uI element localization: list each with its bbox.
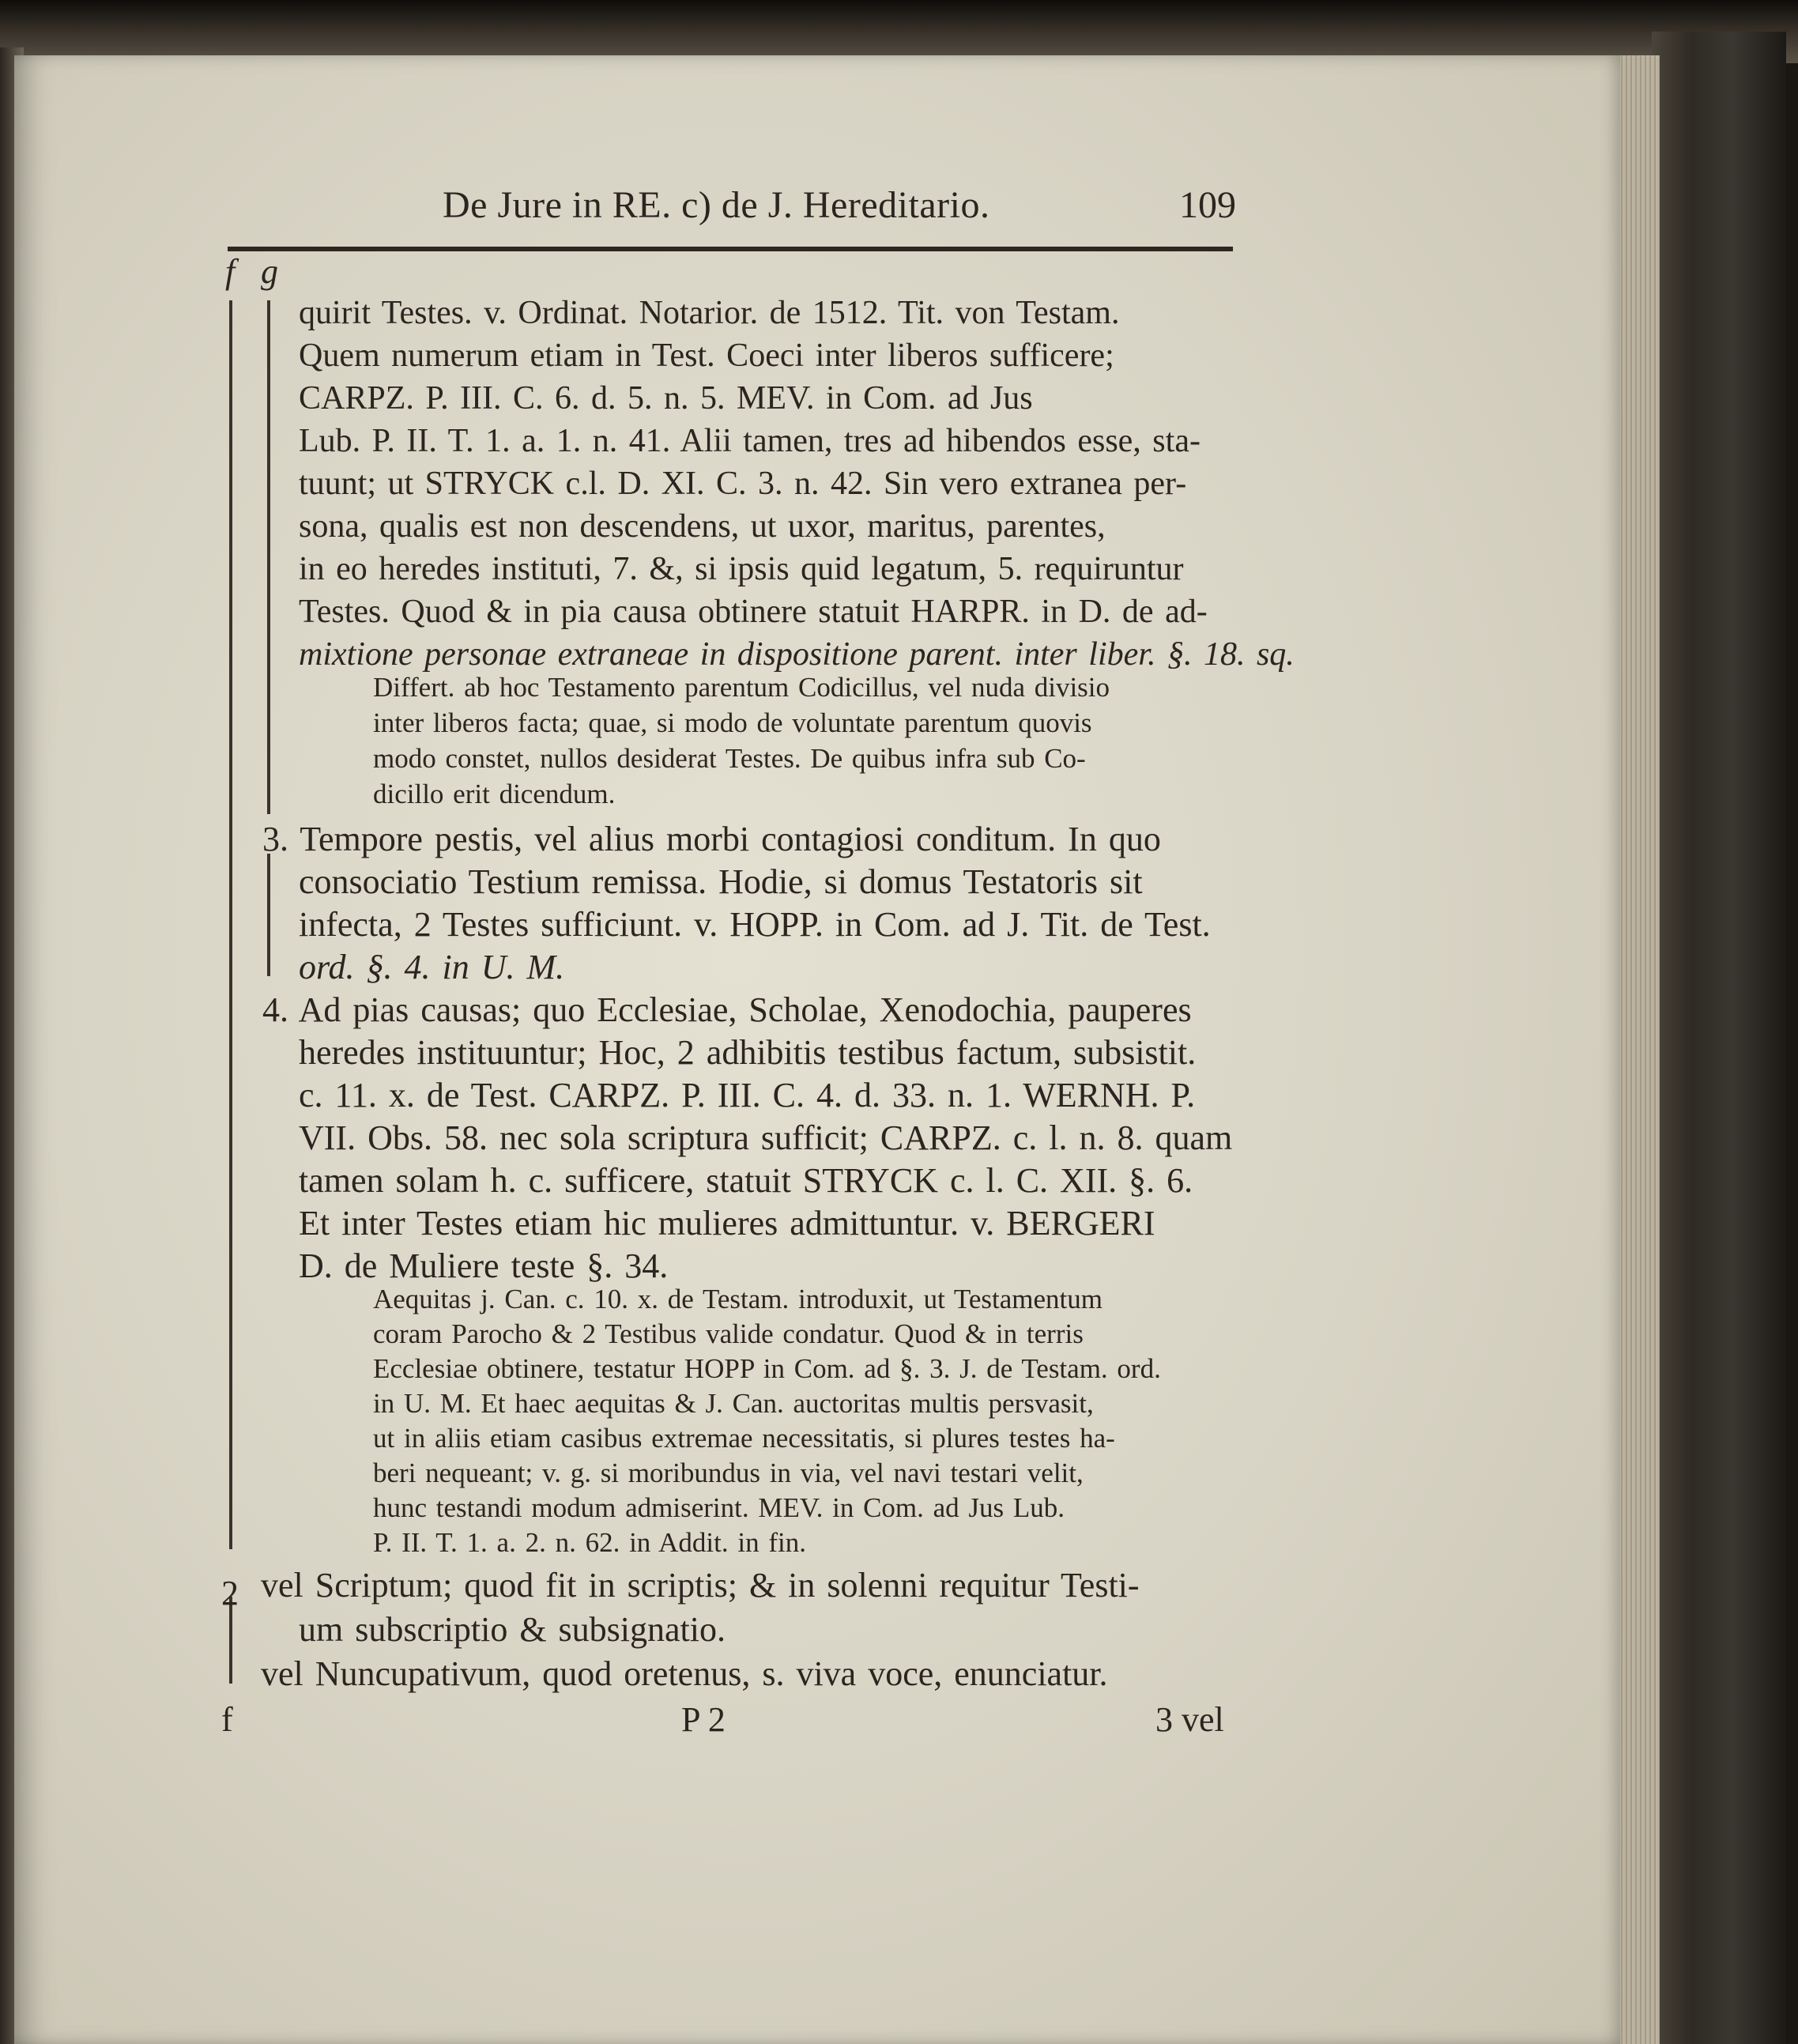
section-g-line: tuunt; ut STRYCK c.l. D. XI. C. 3. n. 42. Sin vero extranea per- [299, 466, 1187, 502]
margin-letter-g: g [261, 252, 278, 291]
section-g-note-line: Differt. ab hoc Testamento parentum Codicillus, vel nuda divisio [373, 672, 1110, 703]
scriptum-line: um subscriptio & subsignatio. [299, 1610, 726, 1649]
item-4-line: D. de Muliere teste §. 34. [299, 1246, 669, 1285]
item-3-line: consociatio Testium remissa. Hodie, si domus Testatoris sit [299, 862, 1143, 901]
section-g-line: CARPZ. P. III. C. 6. d. 5. n. 5. MEV. in Com. ad Jus [299, 380, 1033, 417]
section-g-line: sona, qualis est non descendens, ut uxor, maritus, parentes, [299, 508, 1106, 545]
margin-letter-f: f [225, 252, 236, 291]
section-g-line: quirit Testes. v. Ordinat. Notarior. de 1512. Tit. von Testam. [299, 295, 1120, 331]
header-rule [228, 247, 1233, 251]
item-4-line: Et inter Testes etiam hic mulieres admittuntur. v. BERGERI [299, 1204, 1155, 1243]
margin-letter-f-bottom: f [221, 1700, 233, 1739]
item-4-note-line: P. II. T. 1. a. 2. n. 62. in Addit. in fin. [373, 1527, 806, 1558]
section-g-note-line: inter liberos facta; quae, si modo de voluntate parentum quovis [373, 707, 1092, 738]
scriptum-line: vel Scriptum; quod fit in scriptis; & in solenni requitur Testi- [261, 1566, 1140, 1605]
section-g-line: Quem numerum etiam in Test. Coeci inter liberos sufficere; [299, 338, 1114, 374]
item-4-line: tamen solam h. c. sufficere, statuit STRYCK c. l. C. XII. §. 6. [299, 1161, 1193, 1200]
item-4-note-line: coram Parocho & 2 Testibus valide condatur. Quod & in terris [373, 1318, 1084, 1349]
signature-mark: P 2 [681, 1700, 726, 1739]
item-4-note-line: ut in aliis etiam casibus extremae necessitatis, si plures testes ha- [373, 1423, 1115, 1454]
section-g-line: Testes. Quod & in pia causa obtinere statuit HARPR. in D. de ad- [299, 594, 1208, 630]
item-3-line: ord. §. 4. in U. M. [299, 948, 565, 986]
item-3-line: infecta, 2 Testes sufficiunt. v. HOPP. in Com. ad J. Tit. de Test. [299, 905, 1211, 944]
catchword: 3 vel [1155, 1700, 1224, 1739]
book-binding-top [0, 0, 1798, 63]
item-4-line: c. 11. x. de Test. CARPZ. P. III. C. 4. d. 33. n. 1. WERNH. P. [299, 1076, 1196, 1114]
nuncupativum-line: vel Nuncupativum, quod oretenus, s. viva voce, enunciatur. [261, 1654, 1108, 1693]
item-4-line: 4. Ad pias causas; quo Ecclesiae, Scholae, Xenodochia, pauperes [262, 990, 1192, 1029]
section-g-line: in eo heredes instituti, 7. &, si ipsis quid legatum, 5. requiruntur [299, 551, 1184, 587]
section-g-note-line: dicillo erit dicendum. [373, 779, 616, 809]
item-3-line: 3. Tempore pestis, vel alius morbi contagiosi conditum. In quo [262, 820, 1161, 858]
item-4-line: VII. Obs. 58. nec sola scriptura sufficit; CARPZ. c. l. n. 8. quam [299, 1118, 1233, 1157]
item-4-line: heredes instituuntur; Hoc, 2 adhibitis testibus factum, subsistit. [299, 1033, 1197, 1072]
bracket-3 [267, 854, 270, 976]
book-cover-edge [1652, 32, 1786, 2044]
item-4-note-line: Ecclesiae obtinere, testatur HOPP in Com. ad §. 3. J. de Testam. ord. [373, 1353, 1161, 1384]
bracket-f [229, 300, 232, 1549]
bracket-g [267, 300, 270, 814]
item-4-note-line: beri nequeant; v. g. si moribundus in via, vel navi testari velit, [373, 1458, 1084, 1488]
page-number: 109 [1179, 184, 1236, 226]
running-title: De Jure in RE. c) de J. Hereditario. [443, 184, 990, 226]
section-g-note-line: modo constet, nullos desiderat Testes. De quibus infra sub Co- [373, 743, 1086, 774]
margin-number-2: 2 [221, 1574, 239, 1612]
section-g-line: mixtione personae extraneae in dispositione parent. inter liber. §. 18. sq. [299, 636, 1295, 673]
item-4-note-line: Aequitas j. Can. c. 10. x. de Testam. introduxit, ut Testamentum [373, 1284, 1103, 1314]
section-g-line: Lub. P. II. T. 1. a. 1. n. 41. Alii tamen, tres ad hibendos esse, sta- [299, 423, 1201, 459]
item-4-note-line: in U. M. Et haec aequitas & J. Can. auctoritas multis persvasit, [373, 1388, 1094, 1419]
item-4-note-line: hunc testandi modum admiserint. MEV. in Com. ad Jus Lub. [373, 1492, 1065, 1523]
